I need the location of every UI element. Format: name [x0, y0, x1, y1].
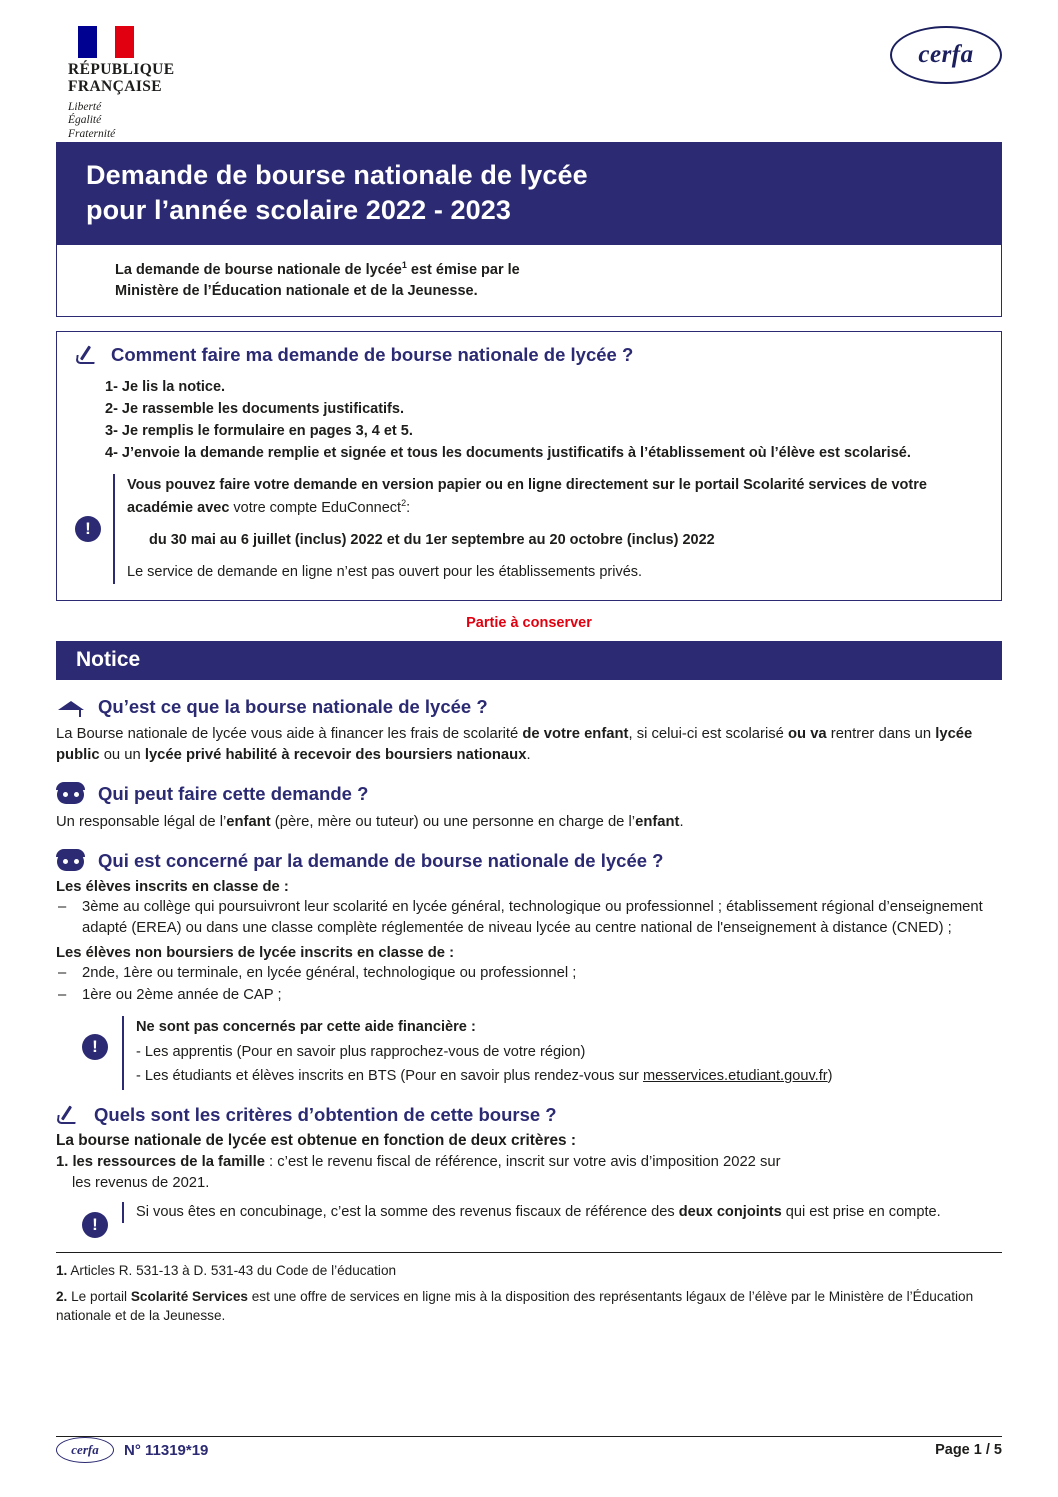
howto-heading-text: Comment faire ma demande de bourse nationale de lycée ? — [111, 343, 634, 365]
howto-alert-text-c: : — [406, 499, 411, 516]
person-face-icon — [56, 849, 86, 873]
what-t2: , si celui-ci est scolarisé — [628, 725, 788, 742]
criteria-lead: La bourse nationale de lycée est obtenue en fonction de deux critères : — [56, 1131, 576, 1149]
what-b3: lycée public — [56, 725, 973, 763]
footnote-1 — [56, 1261, 1002, 1280]
republic-line-2: FRANÇAISE — [68, 78, 163, 96]
section-heading-who-concerned — [56, 849, 1002, 873]
cerfa-logo: cerfa — [890, 26, 1002, 84]
whocan-t3: . — [679, 813, 684, 830]
criteria-alert-a: Si vous êtes en concubinage, c’est la somme des revenus fiscaux de référence des — [136, 1203, 679, 1220]
graduation-cap-icon — [56, 697, 86, 717]
alert-line-1: - Les apprentis (Pour en savoir plus rapprochez-vous de votre région) — [136, 1043, 586, 1060]
page-title-line-2: pour l’année scolaire 2022 - 2023 — [86, 194, 512, 225]
section-heading-criteria-text: Quels sont les critères d’obtention de cette bourse ? — [94, 1103, 557, 1125]
who-concerned-alert-body — [122, 1016, 833, 1090]
footnote-2-text-b: est une offre de services en ligne mis à la disposition des représentants légaux de l’élève par le Ministère de l’Éducation nationale et de la Jeunesse. — [56, 1288, 974, 1323]
howto-step: 3- Je remplis le formulaire en pages 3, 4 et 5. — [105, 423, 413, 440]
footnote-2 — [56, 1287, 1002, 1325]
criteria-item-1-rest: : c’est le revenu fiscal de référence, inscrit sur votre avis d’imposition 2022 sur — [264, 1153, 781, 1170]
footnote-2-bold: Scolarité Services — [130, 1288, 248, 1304]
howto-steps — [105, 376, 983, 464]
footnote-1-text: Articles R. 531-13 à D. 531-43 du Code de l’éducation — [67, 1262, 397, 1278]
keep-part-label: Partie à conserver — [466, 614, 592, 631]
notice-band: Notice — [56, 641, 1002, 680]
criteria-item-1-bold: 1. les ressources de la famille — [56, 1153, 265, 1170]
section-who-can-body — [56, 812, 1002, 833]
what-t4: ou un — [99, 746, 145, 763]
french-flag-icon — [78, 26, 134, 58]
howto-step: 2- Je rassemble les documents justificatifs. — [105, 400, 404, 417]
document-footer — [56, 1437, 1002, 1463]
cerfa-number: N° 11319*19 — [124, 1441, 209, 1459]
howto-box — [56, 331, 1002, 601]
criteria-alert — [82, 1202, 1002, 1238]
section-heading-what-text: Qu’est ce que la bourse nationale de lycée ? — [98, 695, 488, 717]
howto-step: 4- J’envoie la demande remplie et signée et tous les documents justificatifs à l’établissement où l’élève est scolarisé. — [105, 445, 911, 462]
motto-egalite: Égalité — [68, 114, 102, 127]
republic-line-1: RÉPUBLIQUE — [68, 61, 175, 78]
page-number: Page 1 / 5 — [935, 1442, 1002, 1458]
motto-fraternite: Fraternité — [68, 127, 116, 140]
document-header — [56, 26, 1002, 142]
who-concerned-lead-1: Les élèves inscrits en classe de : — [56, 878, 289, 895]
page-title — [56, 142, 1002, 245]
alert-line-2-end: ) — [827, 1068, 833, 1085]
criteria-alert-text — [136, 1202, 941, 1223]
exclamation-icon: ! — [75, 516, 101, 542]
footer-left — [56, 1437, 208, 1463]
alert-line-2 — [136, 1065, 833, 1088]
cerfa-logo-small: cerfa — [56, 1437, 114, 1463]
whocan-t1: Un responsable légal de l’ — [56, 813, 227, 830]
list-item: – 3ème au collège qui poursuivront leur scolarité en lycée général, technologique ou professionnel ; établissement régional d’enseignement adapté (EREA) ou dans une classe complète réglementée de niveau lycée au centre national de l'enseignement à distance (CNED) ; — [56, 897, 1002, 939]
section-heading-who-can — [56, 782, 1002, 806]
who-concerned-list-2 — [56, 963, 1002, 1006]
howto-alert-dates: du 30 mai au 6 juillet (inclus) 2022 et du 1er septembre au 20 octobre (inclus) 2022 — [149, 532, 715, 549]
pen-icon — [56, 1105, 82, 1125]
what-b2: ou va — [788, 725, 827, 742]
howto-alert-private: Le service de demande en ligne n’est pas ouvert pour les établissements privés. — [127, 564, 643, 581]
subtitle-part-b: est émise par le — [406, 261, 520, 278]
person-face-icon — [56, 782, 86, 806]
pen-icon — [75, 345, 101, 365]
footnote-1-num: 1. — [56, 1262, 68, 1278]
footnote-divider — [56, 1252, 1002, 1253]
subtitle-part-a: La demande de bourse nationale de lycée — [115, 261, 402, 278]
criteria-alert-body — [122, 1202, 941, 1223]
motto — [68, 101, 248, 142]
lead2-rest: de lycée inscrits en classe de : — [233, 944, 455, 961]
howto-alert-body — [113, 474, 983, 584]
section-heading-criteria — [56, 1104, 1002, 1126]
lead2-bold: Les élèves non boursiers — [56, 944, 234, 961]
criteria-alert-b: qui est prise en compte. — [781, 1203, 941, 1220]
messervices-link[interactable]: messervices.etudiant.gouv.fr — [642, 1068, 828, 1085]
footnote-2-num: 2. — [56, 1288, 68, 1304]
exclamation-icon: ! — [82, 1034, 108, 1060]
whocan-t2: (père, mère ou tuteur) ou une personne en charge de l’ — [270, 813, 636, 830]
whocan-b1: enfant — [226, 813, 271, 830]
what-t3: rentrer dans un — [826, 725, 936, 742]
page-title-line-1: Demande de bourse nationale de lycée — [86, 160, 588, 190]
footnote-ref-1: 1 — [401, 260, 407, 271]
howto-alert-paragraph — [127, 474, 983, 519]
section-heading-what — [56, 696, 1002, 718]
criteria-item-1 — [56, 1152, 1002, 1194]
what-t1: La Bourse nationale de lycée vous aide à financer les frais de scolarité — [56, 725, 523, 742]
section-what-body — [56, 724, 1002, 766]
alert-line-2-text: - Les étudiants et élèves inscrits en BTS (Pour en savoir plus rendez-vous sur — [136, 1068, 643, 1085]
howto-step: 1- Je lis la notice. — [105, 378, 226, 395]
footnote-2-text-a: Le portail — [67, 1288, 131, 1304]
criteria-alert-bold: deux conjoints — [678, 1203, 782, 1220]
section-heading-who-concerned-text: Qui est concerné par la demande de bourse nationale de lycée ? — [98, 849, 664, 871]
list-item: – 1ère ou 2ème année de CAP ; — [56, 985, 1002, 1006]
who-concerned-lead-2 — [56, 945, 1002, 961]
subtitle-box — [56, 245, 1002, 317]
howto-heading — [75, 344, 983, 366]
who-concerned-alert — [82, 1016, 1002, 1090]
whocan-b2: enfant — [635, 813, 680, 830]
criteria-item-1-rest-2: les revenus de 2021. — [72, 1174, 210, 1191]
republique-francaise-logo — [56, 26, 248, 141]
exclamation-icon: ! — [82, 1212, 108, 1238]
what-t5: . — [526, 746, 531, 763]
howto-alert-text-b: votre compte EduConnect — [229, 499, 402, 516]
subtitle-line-2: Ministère de l’Éducation nationale et de la Jeunesse. — [115, 282, 478, 299]
motto-liberte: Liberté — [68, 100, 102, 113]
what-b1: de votre enfant — [522, 725, 629, 742]
alert-title: Ne sont pas concernés par cette aide financière : — [136, 1018, 476, 1035]
howto-alert-text-a: Vous pouvez faire votre demande en version papier ou en ligne directement sur le portail Scolarité services de votre académie avec — [127, 477, 927, 516]
section-heading-who-can-text: Qui peut faire cette demande ? — [98, 782, 369, 804]
howto-alert — [75, 474, 983, 584]
who-concerned-list-1 — [56, 897, 1002, 939]
what-b4: lycée privé habilité à recevoir des boursiers nationaux — [144, 746, 527, 763]
footnote-ref-2: 2 — [401, 497, 407, 508]
list-item: – 2nde, 1ère ou terminale, en lycée général, technologique ou professionnel ; — [56, 963, 1002, 984]
